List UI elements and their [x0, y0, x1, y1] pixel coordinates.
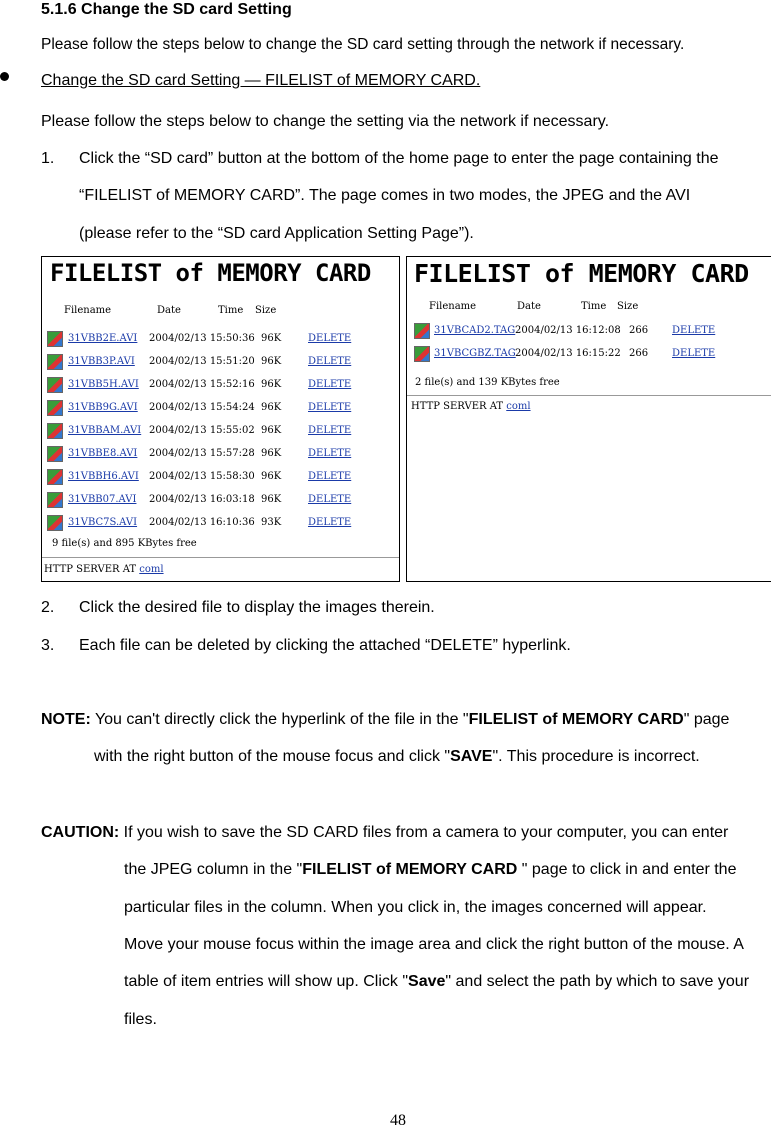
file-link[interactable]: 31VBCAD2.TAG: [434, 325, 516, 336]
file-size: 266: [629, 348, 649, 359]
step-2-line-1: Click the desired file to display the images therein.: [79, 599, 435, 616]
caution-line-5: [124, 972, 749, 992]
jpeg-summary: 2 file(s) and 139 KBytes free: [415, 377, 560, 388]
caution-emphasis: FILELIST of MEMORY CARD: [302, 861, 518, 878]
file-size: 96K: [261, 402, 282, 413]
step-1-line-1: Click the “SD card” button at the bottom of the home page to enter the page containing the: [79, 150, 719, 167]
divider: [407, 395, 771, 396]
delete-link[interactable]: DELETE: [672, 325, 716, 336]
table-row: [47, 515, 387, 537]
file-icon[interactable]: [47, 492, 63, 508]
table-row: [414, 346, 754, 368]
avi-summary: 9 file(s) and 895 KBytes free: [52, 538, 197, 549]
avi-header-time: Time: [218, 305, 244, 316]
file-datetime: 2004/02/13 15:51:20: [149, 356, 255, 367]
file-datetime: 2004/02/13 16:15:22: [515, 348, 621, 359]
file-datetime: 2004/02/13 15:54:24: [149, 402, 255, 413]
server-prefix: HTTP SERVER AT: [411, 401, 504, 412]
avi-header-filename: Filename: [64, 305, 112, 316]
jpeg-header-size: Size: [617, 301, 639, 312]
delete-link[interactable]: DELETE: [308, 517, 352, 528]
caution-text: " page to click in and enter the: [517, 861, 737, 878]
caution-text: If you wish to save the SD CARD files from a camera to your computer, you can enter: [123, 824, 729, 841]
note-line-2: [94, 747, 700, 767]
delete-link[interactable]: DELETE: [308, 494, 352, 505]
table-row: [47, 492, 387, 514]
jpeg-header-date: Date: [517, 301, 541, 312]
file-datetime: 2004/02/13 15:52:16: [149, 379, 255, 390]
jpeg-filelist-screenshot: [406, 256, 771, 582]
caution-text: the JPEG column in the ": [124, 861, 303, 878]
delete-link[interactable]: DELETE: [308, 402, 352, 413]
file-icon[interactable]: [47, 331, 63, 347]
file-link[interactable]: 31VBBE8.AVI: [68, 448, 138, 459]
jpeg-panel-title: FILELIST of MEMORY CARD: [414, 259, 749, 288]
file-link[interactable]: 31VBB3P.AVI: [68, 356, 135, 367]
file-icon[interactable]: [47, 354, 63, 370]
delete-link[interactable]: DELETE: [308, 448, 352, 459]
delete-link[interactable]: DELETE: [308, 471, 352, 482]
caution-emphasis: Save: [408, 973, 446, 990]
note-label: NOTE:: [41, 711, 91, 728]
avi-filelist-screenshot: [41, 256, 400, 582]
file-datetime: 2004/02/13 15:55:02: [149, 425, 255, 436]
file-link[interactable]: 31VBBAM.AVI: [68, 425, 142, 436]
avi-server-line: [44, 564, 164, 575]
bullet-title: Change the SD card Setting — FILELIST of MEMORY CARD.: [41, 72, 481, 89]
intro2-text: Please follow the steps below to change the setting via the network if necessary.: [41, 113, 610, 130]
file-link[interactable]: 31VBCGBZ.TAG: [434, 348, 516, 359]
file-icon[interactable]: [47, 377, 63, 393]
file-size: 96K: [261, 448, 282, 459]
table-row: [47, 354, 387, 376]
table-row: [414, 323, 754, 345]
server-link[interactable]: coml: [139, 564, 164, 575]
server-prefix: HTTP SERVER AT: [44, 564, 137, 575]
file-datetime: 2004/02/13 15:50:36: [149, 333, 255, 344]
file-icon[interactable]: [414, 323, 430, 339]
note-emphasis: FILELIST of MEMORY CARD: [468, 711, 684, 728]
step-number: 3.: [41, 637, 55, 654]
table-row: [47, 423, 387, 445]
intro-text: Please follow the steps below to change the SD card setting through the network if necessary.: [41, 36, 685, 53]
jpeg-header-filename: Filename: [429, 301, 477, 312]
note-text: You can't directly click the hyperlink of the file in the ": [94, 711, 469, 728]
file-datetime: 2004/02/13 16:12:08: [515, 325, 621, 336]
file-size: 96K: [261, 379, 282, 390]
table-row: [47, 377, 387, 399]
file-link[interactable]: 31VBB5H.AVI: [68, 379, 139, 390]
file-size: 96K: [261, 494, 282, 505]
file-datetime: 2004/02/13 15:57:28: [149, 448, 255, 459]
delete-link[interactable]: DELETE: [308, 356, 352, 367]
file-size: 96K: [261, 356, 282, 367]
caution-line-1: [41, 823, 728, 843]
file-icon[interactable]: [47, 400, 63, 416]
delete-link[interactable]: DELETE: [308, 333, 352, 344]
file-link[interactable]: 31VBB2E.AVI: [68, 333, 138, 344]
jpeg-header-time: Time: [581, 301, 607, 312]
note-text: " page: [683, 711, 730, 728]
file-link[interactable]: 31VBB07.AVI: [68, 494, 137, 505]
note-line-1: [41, 710, 729, 730]
avi-header-size: Size: [255, 305, 277, 316]
file-icon[interactable]: [47, 469, 63, 485]
caution-line-3: particular files in the column. When you click in, the images concerned will appear.: [124, 899, 707, 916]
file-size: 96K: [261, 333, 282, 344]
table-row: [47, 400, 387, 422]
avi-panel-title: FILELIST of MEMORY CARD: [50, 259, 371, 287]
delete-link[interactable]: DELETE: [308, 379, 352, 390]
file-icon[interactable]: [47, 423, 63, 439]
file-size: 93K: [261, 517, 282, 528]
file-link[interactable]: 31VBBH6.AVI: [68, 471, 139, 482]
note-text: with the right button of the mouse focus and click ": [94, 748, 451, 765]
note-emphasis: SAVE: [450, 748, 493, 765]
section-heading: 5.1.6 Change the SD card Setting: [41, 1, 292, 18]
avi-header-date: Date: [157, 305, 181, 316]
server-link[interactable]: coml: [506, 401, 531, 412]
delete-link[interactable]: DELETE: [672, 348, 716, 359]
file-icon[interactable]: [47, 515, 63, 531]
jpeg-server-line: [411, 401, 531, 412]
caution-label: CAUTION:: [41, 824, 120, 841]
divider: [42, 557, 399, 558]
caution-text: " and select the path by which to save your: [445, 973, 750, 990]
delete-link[interactable]: DELETE: [308, 425, 352, 436]
file-size: 96K: [261, 425, 282, 436]
step-1-line-3: (please refer to the “SD card Application Setting Page”).: [79, 225, 474, 242]
file-size: 266: [629, 325, 649, 336]
bullet-icon: [0, 72, 9, 81]
caution-line-2: [124, 860, 736, 880]
note-text: ". This procedure is incorrect.: [492, 748, 700, 765]
caution-line-4: Move your mouse focus within the image area and click the right button of the mouse. A: [124, 936, 744, 953]
step-1-line-2: “FILELIST of MEMORY CARD”. The page comes in two modes, the JPEG and the AVI: [79, 187, 691, 204]
file-datetime: 2004/02/13 16:03:18: [149, 494, 255, 505]
caution-line-6: files.: [124, 1011, 157, 1028]
table-row: [47, 446, 387, 468]
file-datetime: 2004/02/13 15:58:30: [149, 471, 255, 482]
table-row: [47, 469, 387, 491]
step-number: 1.: [41, 150, 55, 167]
step-3-line-1: Each file can be deleted by clicking the attached “DELETE” hyperlink.: [79, 637, 571, 654]
table-row: [47, 331, 387, 353]
file-datetime: 2004/02/13 16:10:36: [149, 517, 255, 528]
file-icon[interactable]: [47, 446, 63, 462]
page-number: 48: [390, 1112, 406, 1129]
file-link[interactable]: 31VBB9G.AVI: [68, 402, 138, 413]
caution-text: table of item entries will show up. Click ": [124, 973, 409, 990]
file-link[interactable]: 31VBC7S.AVI: [68, 517, 138, 528]
file-size: 96K: [261, 471, 282, 482]
file-icon[interactable]: [414, 346, 430, 362]
step-number: 2.: [41, 599, 55, 616]
